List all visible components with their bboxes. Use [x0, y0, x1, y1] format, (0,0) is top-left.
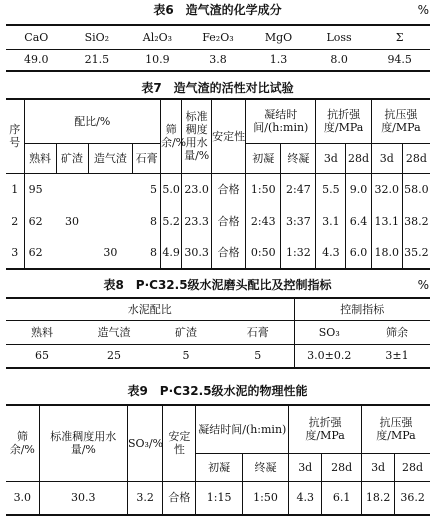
- t7-r3-c9: 1:32: [281, 237, 316, 269]
- t6-v-sio2: 21.5: [84, 53, 110, 67]
- t7-r1-c8: 1:50: [246, 173, 281, 205]
- t7-r2-c11: 6.4: [346, 205, 372, 237]
- table-row: [6, 205, 430, 237]
- table8: [6, 297, 430, 369]
- t8-v-clinker: 65: [35, 349, 49, 363]
- t7-h-gas-slag: 造气渣: [88, 143, 133, 173]
- t7-r3-c10: 4.3: [316, 237, 346, 269]
- t6-h-cao: CaO: [6, 25, 67, 49]
- t8-h-sieve: 筛余: [364, 320, 430, 344]
- t9-h-water: 标准稠度用水量/%: [39, 405, 127, 481]
- t8-h-control: 控制指标: [294, 298, 430, 320]
- t7-r3-c1: 62: [24, 237, 56, 269]
- t7-r1-c1: 95: [24, 173, 56, 205]
- t8-v-gypsum: 5: [254, 349, 262, 363]
- t6-h-loss: Loss: [309, 25, 370, 49]
- table6: [6, 24, 430, 72]
- t7-r1-c13: 58.0: [402, 173, 430, 205]
- table8-header-row-1: [6, 298, 430, 320]
- t7-h-water: 标准稠度用水量/%: [182, 99, 212, 173]
- t7-r2-c9: 3:37: [281, 205, 316, 237]
- t7-r2-c1: 62: [24, 205, 56, 237]
- t9-v-comp-28d: 36.2: [395, 481, 430, 515]
- t7-r3-c4: 8: [149, 246, 157, 259]
- table7: [6, 98, 430, 270]
- t7-h-comp-3d: 3d: [371, 143, 402, 173]
- t7-r1-c2: [56, 173, 88, 205]
- table6-caption: 表6 造气渣的化学成分: [153, 3, 282, 17]
- t8-v-slag: 5: [182, 349, 190, 363]
- table-row: [6, 481, 430, 515]
- t7-h-flex-3d: 3d: [316, 143, 346, 173]
- t6-h-sio2: SiO₂: [67, 25, 128, 49]
- t9-h-setting: 凝结时间/(h:min): [196, 405, 289, 453]
- table9: [6, 404, 430, 516]
- t6-v-fe2o3: 3.8: [209, 53, 227, 67]
- t8-v-sieve: 3±1: [385, 349, 409, 363]
- t8-v-so3: 3.0±0.2: [294, 344, 364, 368]
- t7-r1-c3: [88, 173, 133, 205]
- t6-v-sum: 94.5: [387, 53, 412, 67]
- t7-r2-c5: 5.2: [160, 205, 181, 237]
- t9-v-flex-3d: 4.3: [289, 481, 322, 515]
- t7-r2-c10: 3.1: [316, 205, 346, 237]
- t6-v-mgo: 1.3: [269, 53, 288, 67]
- t9-v-so3: 3.2: [127, 481, 162, 515]
- t7-h-ratio: 配比/%: [24, 99, 160, 143]
- t9-h-flex-3d: 3d: [289, 453, 322, 481]
- t7-r3-c5: 4.9: [160, 237, 181, 269]
- t7-r2-c12: 13.1: [371, 205, 402, 237]
- table6-value-row: [6, 49, 430, 71]
- t9-h-compressive: 抗压强度/MPa: [362, 405, 430, 453]
- t8-h-gas-slag: 造气渣: [78, 320, 150, 344]
- table7-caption: 表7 造气渣的活性对比试验: [141, 81, 294, 95]
- t7-r3-c3: 30: [103, 246, 118, 259]
- t6-h-al2o3: Al₂O₃: [127, 25, 188, 49]
- t7-r2-c2: 30: [65, 214, 80, 228]
- t9-h-stability: 安定性: [163, 405, 196, 481]
- t9-h-comp-28d: 28d: [395, 453, 430, 481]
- table8-caption: 表8 P·C32.5级水泥磨头配比及控制指标: [103, 278, 332, 292]
- t7-r3-c12: 18.0: [371, 237, 402, 269]
- t6-v-loss: 8.0: [330, 53, 348, 67]
- t7-r2-c0: 2: [11, 214, 19, 228]
- t7-h-flex-28d: 28d: [346, 143, 372, 173]
- table9-caption: 表9 P·C32.5级水泥的物理性能: [127, 384, 308, 398]
- table-row: [6, 344, 430, 368]
- t7-h-stability: 安定性: [212, 99, 246, 173]
- t7-r1-c0: 1: [11, 182, 19, 196]
- table-row: [6, 173, 430, 205]
- t9-h-sieve: 筛余/%: [6, 405, 39, 481]
- t7-r3-c0: 3: [11, 246, 19, 259]
- t9-h-flex-28d: 28d: [322, 453, 362, 481]
- t9-h-comp-3d: 3d: [362, 453, 395, 481]
- t7-h-initial-set: 初凝: [246, 143, 281, 173]
- t6-v-al2o3: 10.9: [145, 53, 170, 67]
- t7-r2-c3: [88, 205, 133, 237]
- t7-r2-c6: 23.3: [182, 205, 212, 237]
- t7-r1-c11: 9.0: [346, 173, 372, 205]
- t8-h-so3: SO₃: [294, 320, 364, 344]
- t7-r3-c6: 30.3: [182, 237, 212, 269]
- t7-r3-c13: 35.2: [402, 237, 430, 269]
- t6-h-mgo: MgO: [248, 25, 309, 49]
- table-row: [6, 237, 430, 269]
- t9-h-final-set: 终凝: [242, 453, 288, 481]
- table7-header-row-1: [6, 99, 430, 143]
- t6-v-cao: 49.0: [24, 53, 49, 67]
- t9-v-sieve: 3.0: [13, 491, 32, 505]
- t9-h-initial-set: 初凝: [196, 453, 242, 481]
- t7-h-setting: 凝结时间/(h:min): [246, 99, 316, 143]
- t6-h-sum: Σ: [369, 25, 430, 49]
- t9-v-initial-set: 1:15: [196, 481, 242, 515]
- t7-h-slag: 矿渣: [56, 143, 88, 173]
- t7-h-comp-28d: 28d: [402, 143, 430, 173]
- t7-r3-c8: 0:50: [246, 237, 281, 269]
- t7-r3-c7: 合格: [212, 237, 246, 269]
- t7-h-clinker: 熟料: [24, 143, 56, 173]
- t7-r2-c13: 38.2: [402, 205, 430, 237]
- t7-r2-c8: 2:43: [246, 205, 281, 237]
- table9-header-row-1: [6, 405, 430, 453]
- t9-v-final-set: 1:50: [242, 481, 288, 515]
- t9-v-water: 30.3: [39, 481, 127, 515]
- t7-r2-c7: 合格: [212, 205, 246, 237]
- t6-h-fe2o3: Fe₂O₃: [188, 25, 249, 49]
- t8-h-clinker: 熟料: [6, 320, 78, 344]
- t7-r1-c9: 2:47: [281, 173, 316, 205]
- table6-unit: %: [417, 3, 429, 17]
- t7-r2-c4: 8: [149, 214, 157, 228]
- t7-r1-c12: 32.0: [371, 173, 402, 205]
- t7-r1-c6: 23.0: [182, 173, 212, 205]
- table8-header-row-2: [6, 320, 430, 344]
- t9-h-flexural: 抗折强度/MPa: [289, 405, 362, 453]
- t7-h-flexural: 抗折强度/MPa: [316, 99, 371, 143]
- t7-r1-c5: 5.0: [160, 173, 181, 205]
- t7-h-gypsum: 石膏: [133, 143, 161, 173]
- t7-r1-c4: 5: [149, 182, 157, 196]
- t9-v-stability: 合格: [163, 481, 196, 515]
- t9-h-so3: SO₃/%: [127, 405, 162, 481]
- t9-v-flex-28d: 6.1: [322, 481, 362, 515]
- t8-h-mix: 水泥配比: [6, 298, 294, 320]
- table6-header-row: [6, 25, 430, 49]
- t7-r3-c11: 6.0: [346, 237, 372, 269]
- t9-v-comp-3d: 18.2: [362, 481, 395, 515]
- t7-r1-c7: 合格: [212, 173, 246, 205]
- t7-r3-c2: [56, 237, 88, 269]
- t7-h-sieve: 筛余/%: [160, 99, 181, 173]
- t7-h-index: 序号: [6, 99, 24, 173]
- t7-h-final-set: 终凝: [281, 143, 316, 173]
- t7-h-compressive: 抗压强度/MPa: [371, 99, 430, 143]
- t8-h-gypsum: 石膏: [222, 320, 294, 344]
- table8-unit: %: [417, 278, 429, 292]
- t8-v-gas-slag: 25: [107, 349, 121, 363]
- t7-r1-c10: 5.5: [316, 173, 346, 205]
- t8-h-slag: 矿渣: [150, 320, 222, 344]
